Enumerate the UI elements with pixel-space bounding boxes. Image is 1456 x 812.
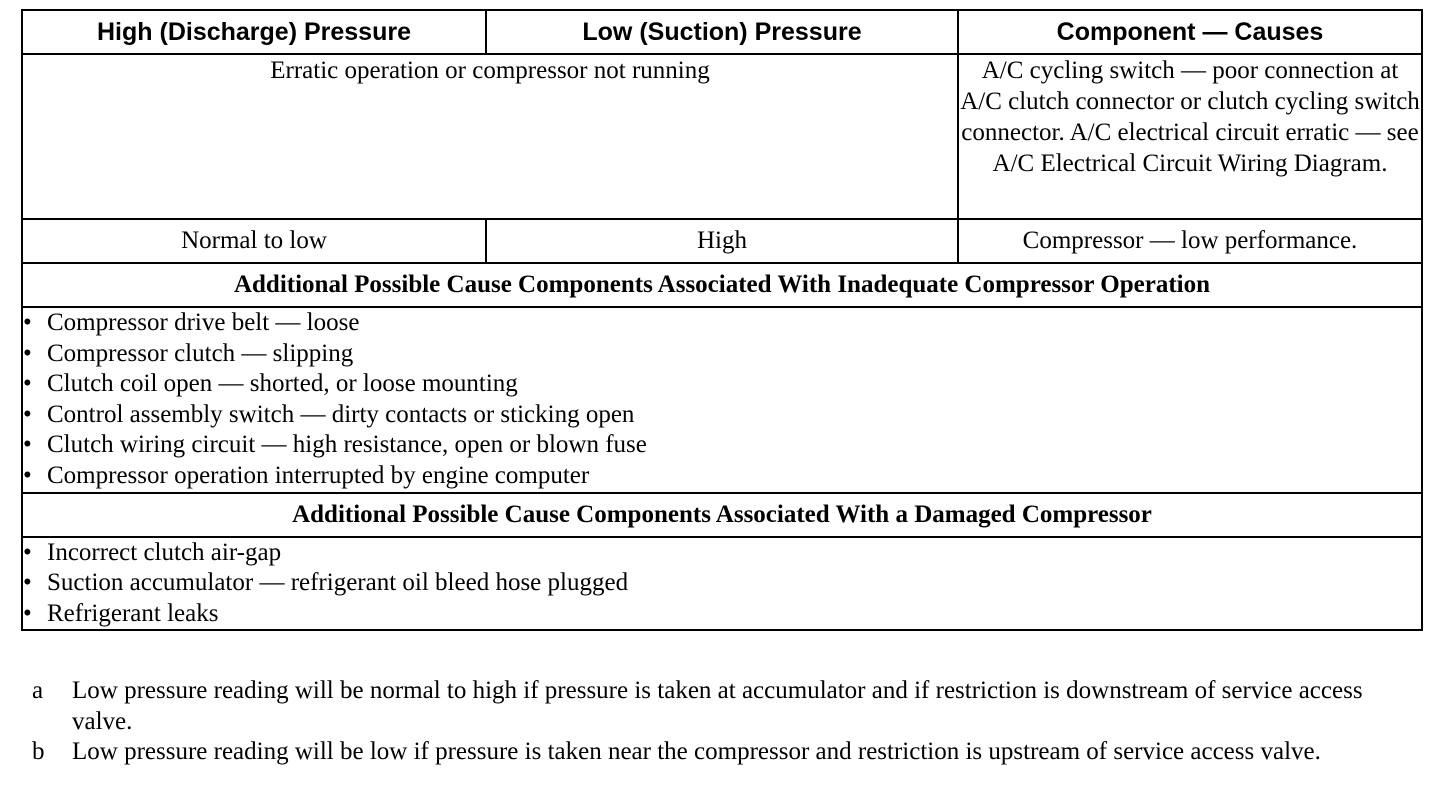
bullet-icon: •: [23, 431, 32, 459]
list-item-text: Incorrect clutch air-gap: [47, 538, 282, 566]
section-header-row: [22, 493, 1422, 537]
footnote-mark: b: [32, 738, 45, 765]
footnote-mark: a: [32, 677, 44, 704]
list-item-text: Clutch wiring circuit — high resistance, open or blown fuse: [47, 431, 647, 459]
header-high-pressure: High (Discharge) Pressure: [22, 10, 486, 54]
bullet-icon: •: [23, 461, 32, 489]
list-item: [23, 308, 1421, 339]
bullet-icon: •: [23, 370, 32, 398]
header-row: [22, 10, 1422, 54]
footnotes: [32, 676, 1422, 768]
list-item-text: Compressor drive belt — loose: [47, 309, 360, 336]
bullet-icon: •: [23, 400, 32, 428]
section-body-row: [22, 307, 1422, 493]
list-item: [23, 369, 1421, 400]
footnote-b: [32, 737, 1422, 768]
section-body-row: [22, 537, 1422, 631]
list-item-text: Clutch coil open — shorted, or loose mounting: [47, 370, 518, 398]
list-item: [23, 339, 1421, 370]
section-title-inadequate-operation: Additional Possible Cause Components Associated With Inadequate Compressor Operation: [22, 263, 1422, 307]
diagnosis-table: [21, 9, 1423, 631]
high-pressure-cell: Normal to low: [22, 219, 486, 263]
bullet-list-damaged-compressor: [23, 538, 1421, 630]
list-item: [23, 538, 1421, 569]
list-item-text: Compressor clutch — slipping: [47, 339, 354, 367]
table-row: [22, 54, 1422, 219]
list-item: [23, 599, 1421, 630]
causes-cell: A/C cycling switch — poor connection at A/C clutch connector or clutch cycling switch connector. A/C electrical circuit erratic — see A/C Electrical Circuit Wiring Diagram.: [958, 54, 1422, 219]
footnote-text: Low pressure reading will be normal to high if pressure is taken at accumulator and if restriction is downstream of service access valve.: [72, 677, 1363, 735]
section-title-damaged-compressor: Additional Possible Cause Components Associated With a Damaged Compressor: [22, 493, 1422, 537]
bullet-icon: •: [23, 599, 32, 627]
bullet-list-cell: [22, 537, 1422, 631]
list-item-text: Refrigerant leaks: [47, 599, 219, 627]
low-pressure-cell: High: [486, 219, 958, 263]
list-item-text: Control assembly switch — dirty contacts or sticking open: [47, 400, 635, 428]
list-item-text: Suction accumulator — refrigerant oil bleed hose plugged: [47, 569, 629, 597]
bullet-list-inadequate-operation: [23, 308, 1421, 492]
list-item: [23, 461, 1421, 492]
header-component-causes: Component — Causes: [958, 10, 1422, 54]
bullet-icon: •: [23, 569, 32, 597]
table-row: [22, 219, 1422, 263]
footnote-text: Low pressure reading will be low if pressure is taken near the compressor and restriction is upstream of service access valve.: [72, 738, 1321, 765]
list-item-text: Compressor operation interrupted by engine computer: [47, 461, 590, 489]
bullet-icon: •: [23, 309, 32, 336]
section-header-row: [22, 263, 1422, 307]
list-item: [23, 400, 1421, 431]
causes-cell: Compressor — low performance.: [958, 219, 1422, 263]
list-item: [23, 430, 1421, 461]
bullet-icon: •: [23, 339, 32, 367]
list-item: [23, 568, 1421, 599]
pressure-erratic-cell: Erratic operation or compressor not running: [22, 54, 958, 219]
footnote-a: [32, 676, 1422, 737]
header-low-pressure: Low (Suction) Pressure: [486, 10, 958, 54]
bullet-icon: •: [23, 538, 32, 566]
bullet-list-cell: [22, 307, 1422, 493]
